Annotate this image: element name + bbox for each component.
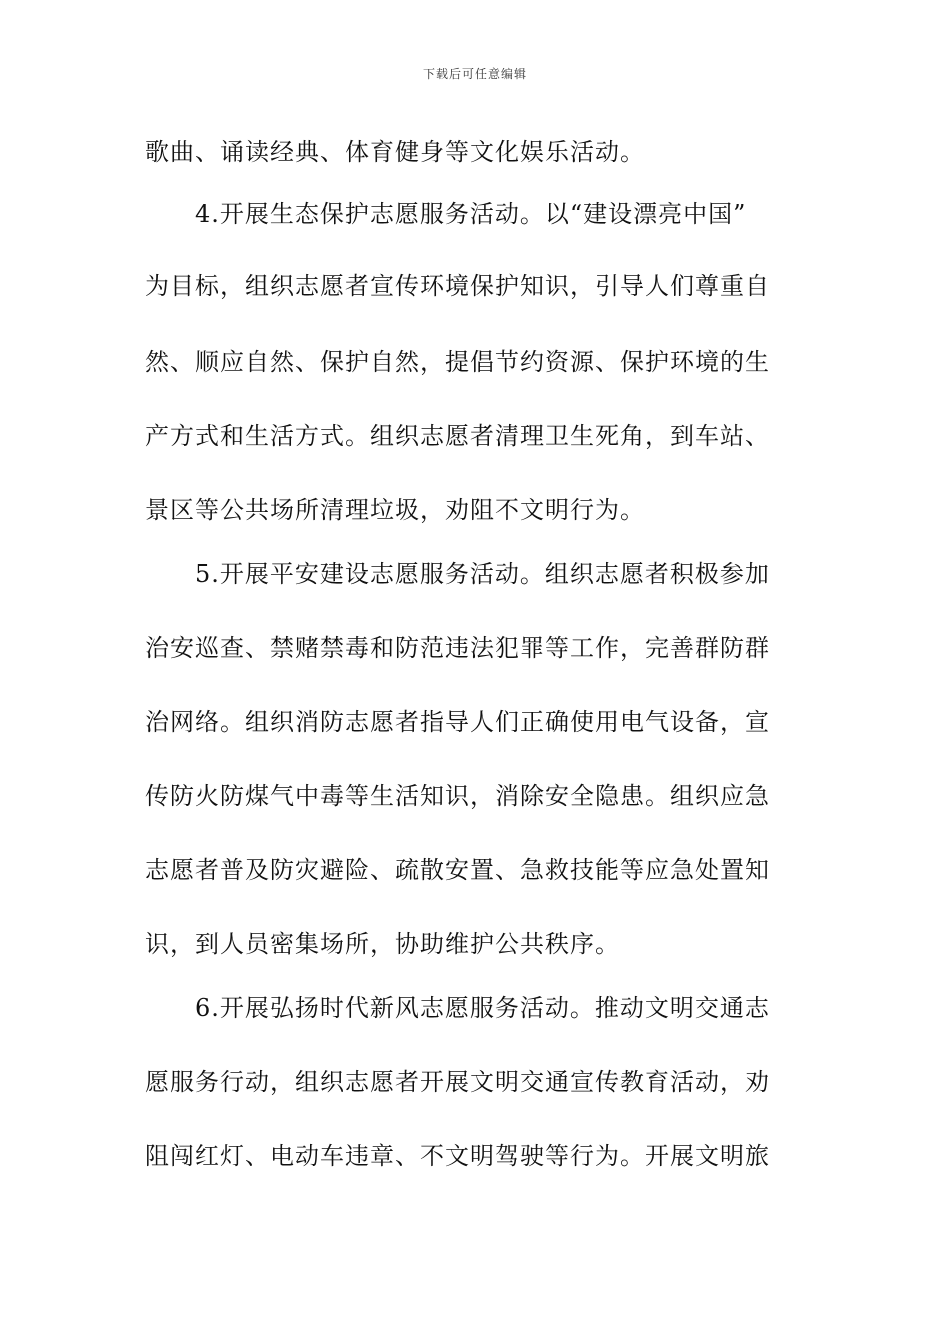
page-header: 下载后可任意编辑 [422, 67, 527, 81]
body-line: 传防火防煤气中毒等生活知识，消除安全隐患。组织应急 [145, 782, 770, 810]
body-line: 歌曲、诵读经典、体育健身等文化娱乐活动。 [145, 138, 645, 166]
body-line: 治网络。组织消防志愿者指导人们正确使用电气设备，宣 [145, 708, 770, 736]
body-line: 5.开展平安建设志愿服务活动。组织志愿者积极参加 [145, 560, 770, 588]
body-line: 阻闯红灯、电动车违章、不文明驾驶等行为。开展文明旅 [145, 1142, 770, 1170]
body-line: 为目标，组织志愿者宣传环境保护知识，引导人们尊重自 [145, 272, 770, 300]
body-line: 治安巡查、禁赌禁毒和防范违法犯罪等工作，完善群防群 [145, 634, 770, 662]
body-line: 产方式和生活方式。组织志愿者清理卫生死角，到车站、 [145, 422, 770, 450]
body-line: 志愿者普及防灾避险、疏散安置、急救技能等应急处置知 [145, 856, 770, 884]
body-line: 景区等公共场所清理垃圾，劝阻不文明行为。 [145, 496, 645, 524]
body-line: 识，到人员密集场所，协助维护公共秩序。 [145, 930, 620, 958]
body-line: 6.开展弘扬时代新风志愿服务活动。推动文明交通志 [145, 994, 770, 1022]
body-line: 然、顺应自然、保护自然，提倡节约资源、保护环境的生 [145, 348, 770, 376]
body-line: 愿服务行动，组织志愿者开展文明交通宣传教育活动，劝 [145, 1068, 770, 1096]
body-line: 4.开展生态保护志愿服务活动。以“建设漂亮中国” [145, 200, 747, 228]
